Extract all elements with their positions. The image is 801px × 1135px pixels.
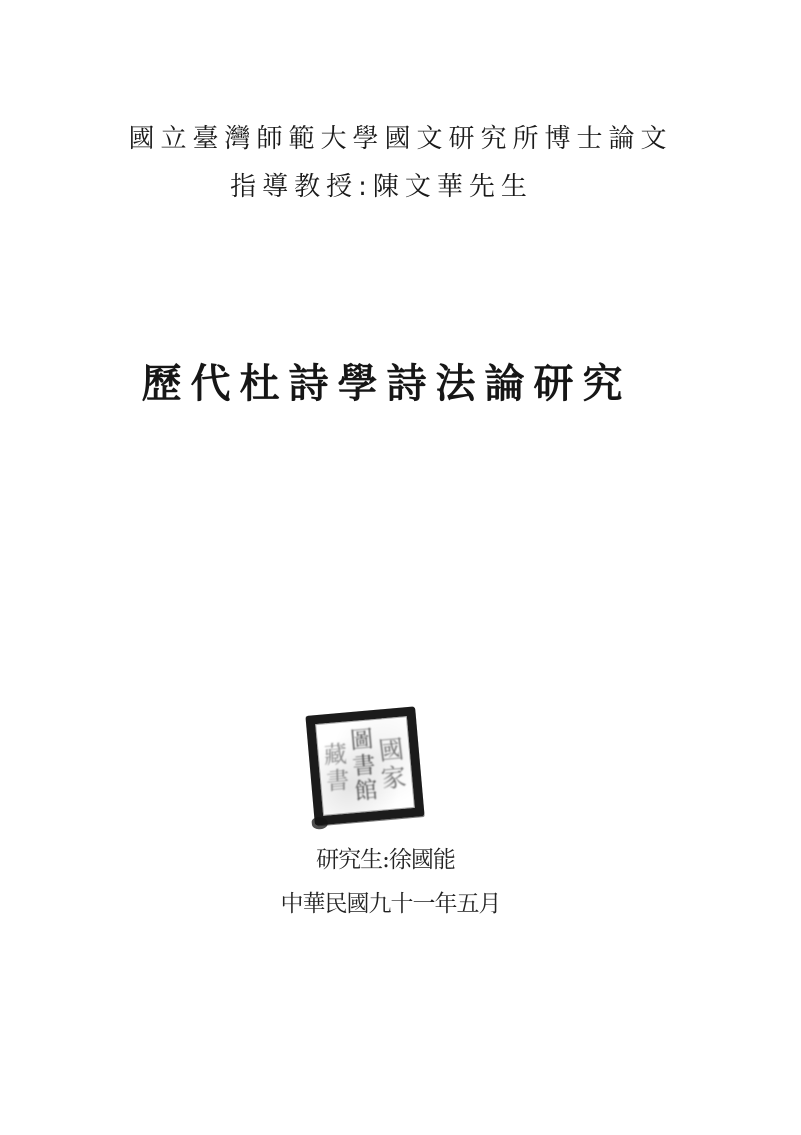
stamp-glyph: 藏 — [323, 741, 348, 770]
thesis-title: 歷代杜詩學詩法論研究 — [141, 361, 632, 407]
library-stamp-glyphs — [315, 716, 415, 816]
library-stamp — [305, 706, 424, 825]
stamp-glyph: 國 — [376, 734, 406, 766]
date-line: 中華民國九十一年五月 — [280, 891, 501, 917]
stamp-glyph: 圖 — [349, 725, 375, 754]
stamp-glyph: 書 — [325, 766, 350, 795]
stamp-column-right — [376, 720, 408, 808]
stamp-glyph: 書 — [351, 751, 377, 780]
student-line: 研究生:徐國能 — [316, 847, 455, 873]
advisor-line: 指導教授:陳文華先生 — [230, 172, 533, 202]
stamp-glyph: 館 — [353, 777, 379, 806]
stamp-column-middle — [349, 722, 379, 810]
stamp-glyph: 家 — [379, 762, 408, 794]
affiliation-line: 國立臺灣師範大學國文研究所博士論文 — [128, 124, 673, 154]
stamp-column-left — [321, 725, 351, 813]
